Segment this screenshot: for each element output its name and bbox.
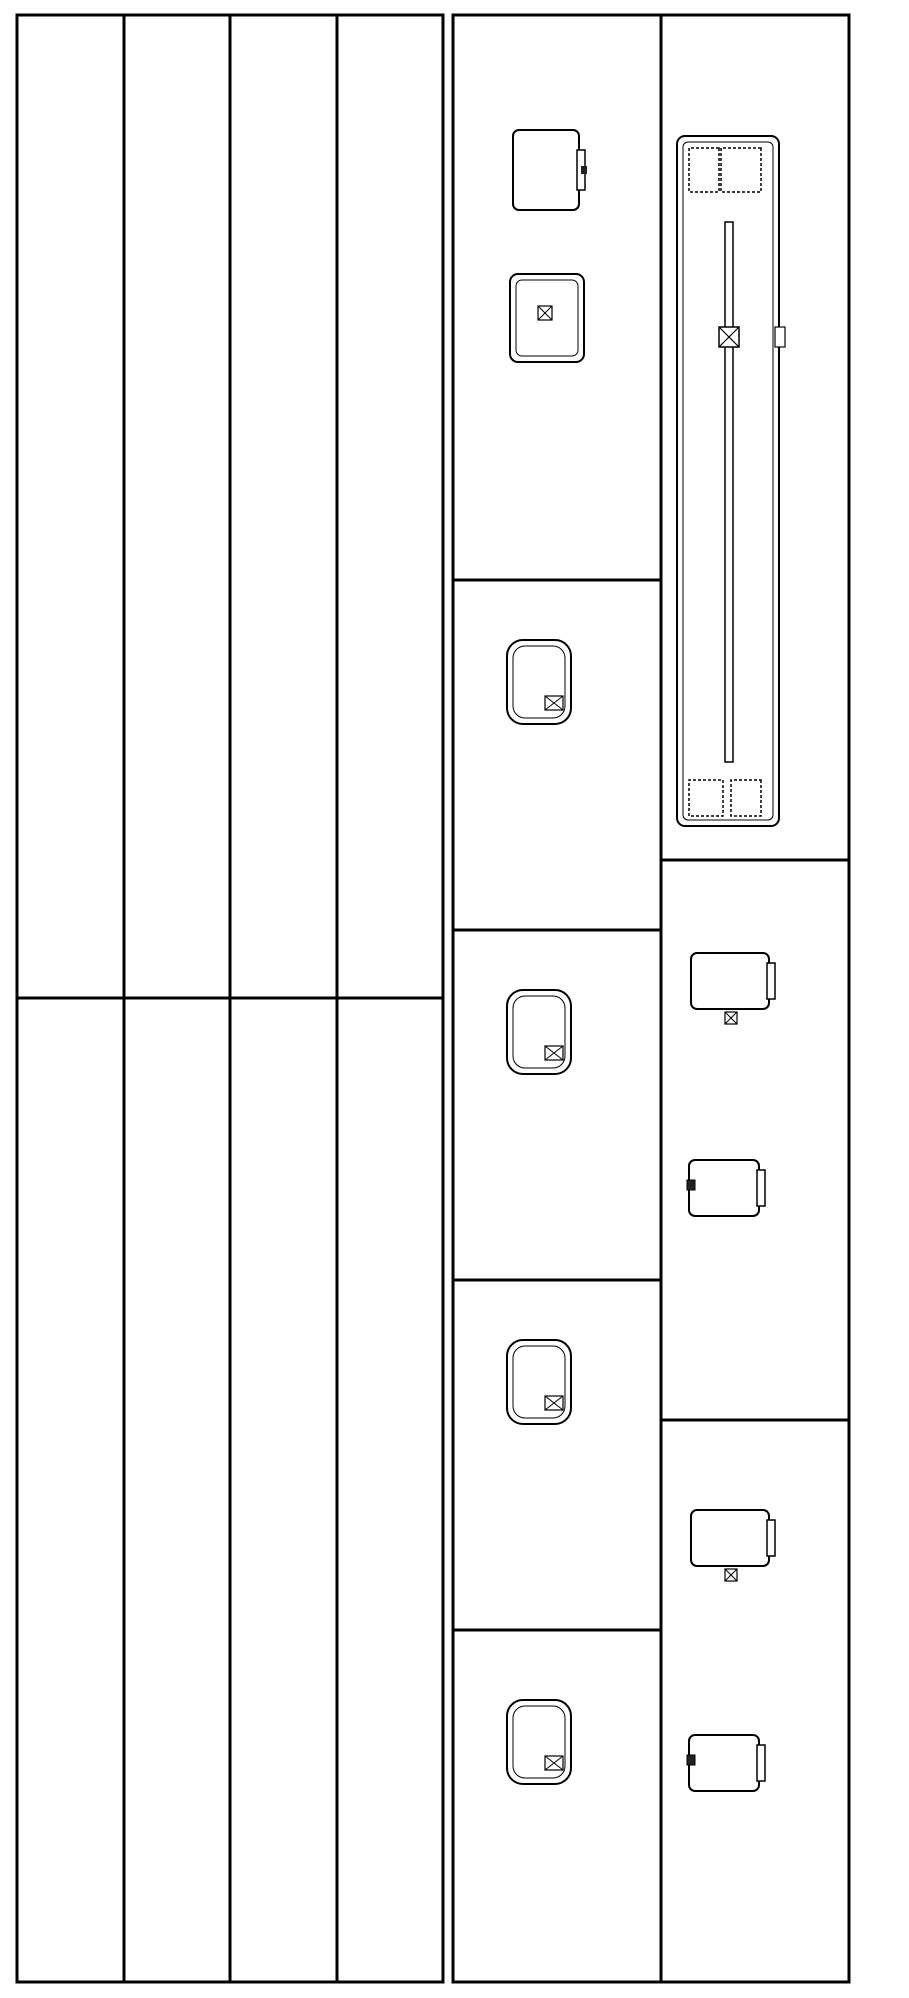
- short-cord-housing: [689, 1735, 759, 1791]
- locking-rail: [725, 222, 733, 762]
- connector-0415-05: [507, 640, 571, 724]
- lock-tab-dark: [687, 1755, 695, 1765]
- lock-tab-right: [775, 327, 785, 347]
- lock-tab: [757, 1745, 765, 1781]
- cavity: [721, 148, 761, 192]
- sensor-housing: [507, 990, 571, 1074]
- front-harness-housing: [691, 953, 769, 1009]
- cavity: [689, 148, 719, 192]
- release-tab-marker: [545, 1756, 563, 1770]
- release-tab-marker: [725, 1012, 737, 1024]
- rear-harness-housing: [513, 130, 579, 210]
- lock-tab-dark: [687, 1180, 695, 1190]
- cavity: [731, 780, 761, 816]
- lock-tab-left: [719, 327, 739, 347]
- cavity-group-left: [689, 148, 761, 192]
- cavity: [689, 780, 723, 816]
- sensor-housing: [507, 640, 571, 724]
- release-tab-marker: [545, 696, 563, 710]
- lock-tab: [767, 963, 775, 999]
- connector-0415-08: [507, 1700, 571, 1784]
- sensor-housing: [507, 1340, 571, 1424]
- release-tab-marker: [545, 1046, 563, 1060]
- lock-tab-dark: [581, 166, 587, 174]
- sensor-housing: [507, 1700, 571, 1784]
- connector-0415-01: [677, 136, 785, 826]
- lock-tab: [757, 1170, 765, 1206]
- connector-0415-06: [507, 990, 571, 1074]
- release-tab-marker: [545, 1396, 563, 1410]
- short-cord-housing: [689, 1160, 759, 1216]
- release-tab-marker: [538, 306, 552, 320]
- release-tab-marker: [725, 1569, 737, 1581]
- lock-tab: [767, 1520, 775, 1556]
- front-harness-housing: [691, 1510, 769, 1566]
- connector-0415-07: [507, 1340, 571, 1424]
